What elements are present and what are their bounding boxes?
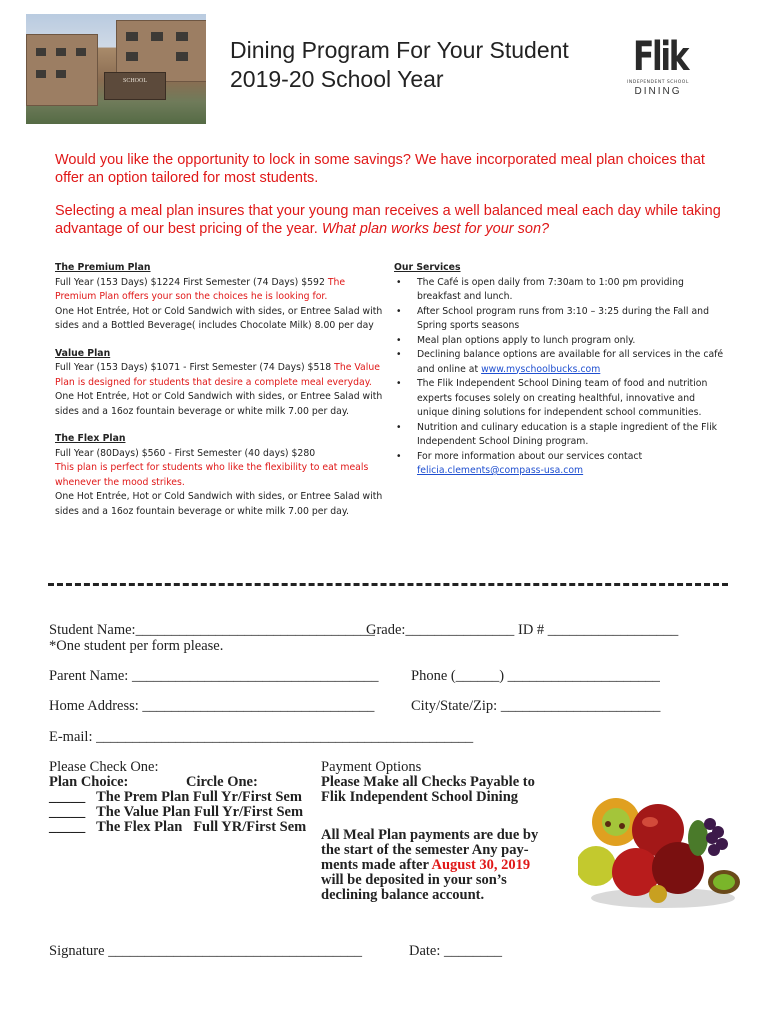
plans-column <box>55 261 385 519</box>
page-title <box>230 36 610 94</box>
intro-italic-question: What plan works best for your son? <box>321 220 550 237</box>
plan-description: One Hot Entrée, Hot or Cold Sandwich with sides, or Entree Salad with sides and a Bottled Beverage( includes Chocolate Milk) 8.00 per day <box>55 305 383 331</box>
payment-options-title: Payment Options <box>321 759 422 775</box>
myschoolbucks-link[interactable]: www.myschoolbucks.com <box>481 363 601 375</box>
plan-flex <box>55 432 385 519</box>
one-student-note: *One student per form please. <box>49 638 224 654</box>
bullet-icon: • <box>396 305 402 317</box>
list-item: • After School program runs from 3:10 – 3:25 during the Fall and Spring sports seasons <box>396 305 709 331</box>
services-list <box>394 276 724 479</box>
payable-line-2: Flik Independent School Dining <box>321 789 519 805</box>
city-state-zip-field[interactable]: City/State/Zip: ______________________ <box>411 698 661 714</box>
plan-price: Full Year (153 Days) $1224 First Semester (74 Days) $592 <box>55 276 325 288</box>
plan-price-description <box>55 361 385 390</box>
bullet-icon: • <box>396 378 402 389</box>
plan-price: Full Year (80Days) $560 - First Semester (40 days) $280 <box>55 447 316 459</box>
title-line-1: Dining Program For Your Student <box>230 37 569 63</box>
due-line-2: the start of the semester Any pay- <box>321 842 529 858</box>
check-one-label: Please Check One: <box>49 759 159 775</box>
intro-paragraph-1 <box>55 152 725 187</box>
contact-email-link[interactable]: felicia.clements@compass-usa.com <box>417 465 584 476</box>
fruit-bowl-image <box>578 790 742 910</box>
due-line-1: All Meal Plan payments are due by <box>321 827 539 843</box>
plan-highlight: The Value Plan is designed for students that desire a complete meal everyday. <box>55 362 380 388</box>
plan-choice-premium[interactable]: _____ The Prem Plan Full Yr/First Sem <box>49 789 302 805</box>
cut-line-divider <box>48 583 728 586</box>
flik-logo <box>626 36 690 106</box>
bullet-icon: • <box>396 276 402 288</box>
signature-field[interactable]: Signature ___________________________________ <box>49 943 362 959</box>
payable-line-1: Please Make all Checks Payable to <box>321 774 535 790</box>
email-field[interactable]: E-mail: ____________________________________________________ <box>49 729 474 745</box>
intro-paragraph-2 <box>55 203 725 238</box>
school-building-photo <box>26 14 206 124</box>
school-sign: SCHOOL <box>104 72 166 100</box>
due-line-3: ments made after August 30, 2019 <box>321 857 531 873</box>
home-address-field[interactable]: Home Address: ________________________________ <box>49 698 375 714</box>
circle-one-label: Circle One: <box>186 774 258 790</box>
grade-field[interactable]: Grade:_______________ <box>366 622 515 638</box>
parent-name-field[interactable]: Parent Name: __________________________________ <box>49 668 379 684</box>
check-blank[interactable]: _____ <box>49 819 86 835</box>
check-blank[interactable]: _____ <box>49 789 86 805</box>
list-item: • Nutrition and culinary education is a staple ingredient of the Flik Independent School Dining program. <box>396 421 718 447</box>
plan-choice-flex[interactable]: _____ The Flex Plan Full YR/First Sem <box>49 819 307 835</box>
due-line-4: will be deposited in your son’s <box>321 872 507 888</box>
intro-text: Selecting a meal plan insures that your young man receives a well balanced meal each day while taking advantage of our best pricing of the year. <box>55 203 721 237</box>
plan-price-description <box>55 276 385 305</box>
bullet-icon: • <box>396 421 402 433</box>
intro-question: Would you like the opportunity to lock in some savings? <box>55 152 411 168</box>
plan-title: The Premium Plan <box>55 262 151 273</box>
student-name-field[interactable]: Student Name:_________________________________ <box>49 622 375 638</box>
list-item: • Declining balance options are available for all services in the café and online at www.myschoolbucks.com <box>396 349 724 375</box>
id-field[interactable]: ID # __________________ <box>518 622 679 638</box>
plan-premium <box>55 261 385 334</box>
fruit-illustration <box>578 790 742 910</box>
plan-value <box>55 347 385 420</box>
plan-choice-label: Plan Choice: <box>49 774 129 790</box>
intro-rest: We have incorporated meal plan choices that offer an option tailored for most students. <box>55 152 705 186</box>
list-item: • For more information about our services contact felicia.clements@compass-usa.com <box>396 450 643 476</box>
services-column <box>394 261 724 479</box>
phone-field[interactable]: Phone (______) _____________________ <box>411 668 660 684</box>
logo-dining: DINING <box>634 86 682 97</box>
list-item: • Meal plan options apply to lunch program only. <box>394 334 724 349</box>
services-title: Our Services <box>394 262 461 273</box>
bullet-icon: • <box>396 349 402 360</box>
list-item: • The Café is open daily from 7:30am to 1:00 pm providing breakfast and lunch. <box>396 276 684 302</box>
plan-highlight: The Premium Plan offers your son the choices he is looking for. <box>55 276 346 302</box>
plan-description: One Hot Entrée, Hot or Cold Sandwich with sides, or Entree Salad with sides and a 16oz fountain beverage or white milk 7.00 per day. <box>55 391 383 417</box>
bullet-icon: • <box>396 450 402 462</box>
logo-brand: Flik <box>633 34 688 80</box>
list-item: • The Flik Independent School Dining team of food and nutrition experts focuses solely on creating healthful, innovative and unique dining solutions for independent school communities. <box>396 378 708 418</box>
date-field[interactable]: Date: ________ <box>409 943 503 959</box>
plan-title: The Flex Plan <box>55 433 126 444</box>
plan-highlight: This plan is perfect for students who like the flexibility to eat meals whenever the mood strikes. <box>55 462 369 488</box>
plan-choice-value[interactable]: _____ The Value Plan Full Yr/First Sem <box>49 804 304 820</box>
plan-title: Value Plan <box>55 347 111 359</box>
due-date: August 30, 2019 <box>431 857 531 873</box>
plan-description: One Hot Entrée, Hot or Cold Sandwich with sides, or Entree Salad with sides and a 16oz fountain beverage or white milk 7.00 per day. <box>55 491 383 517</box>
title-line-2: 2019-20 School Year <box>230 66 444 92</box>
due-line-5: declining balance account. <box>321 887 485 903</box>
check-blank[interactable]: _____ <box>49 804 86 820</box>
logo-subtitle: INDEPENDENT SCHOOL <box>627 80 689 85</box>
bullet-icon: • <box>396 334 402 346</box>
plan-price: Full Year (153 Days) $1071 - First Semester (74 Days) $518 <box>55 362 332 373</box>
